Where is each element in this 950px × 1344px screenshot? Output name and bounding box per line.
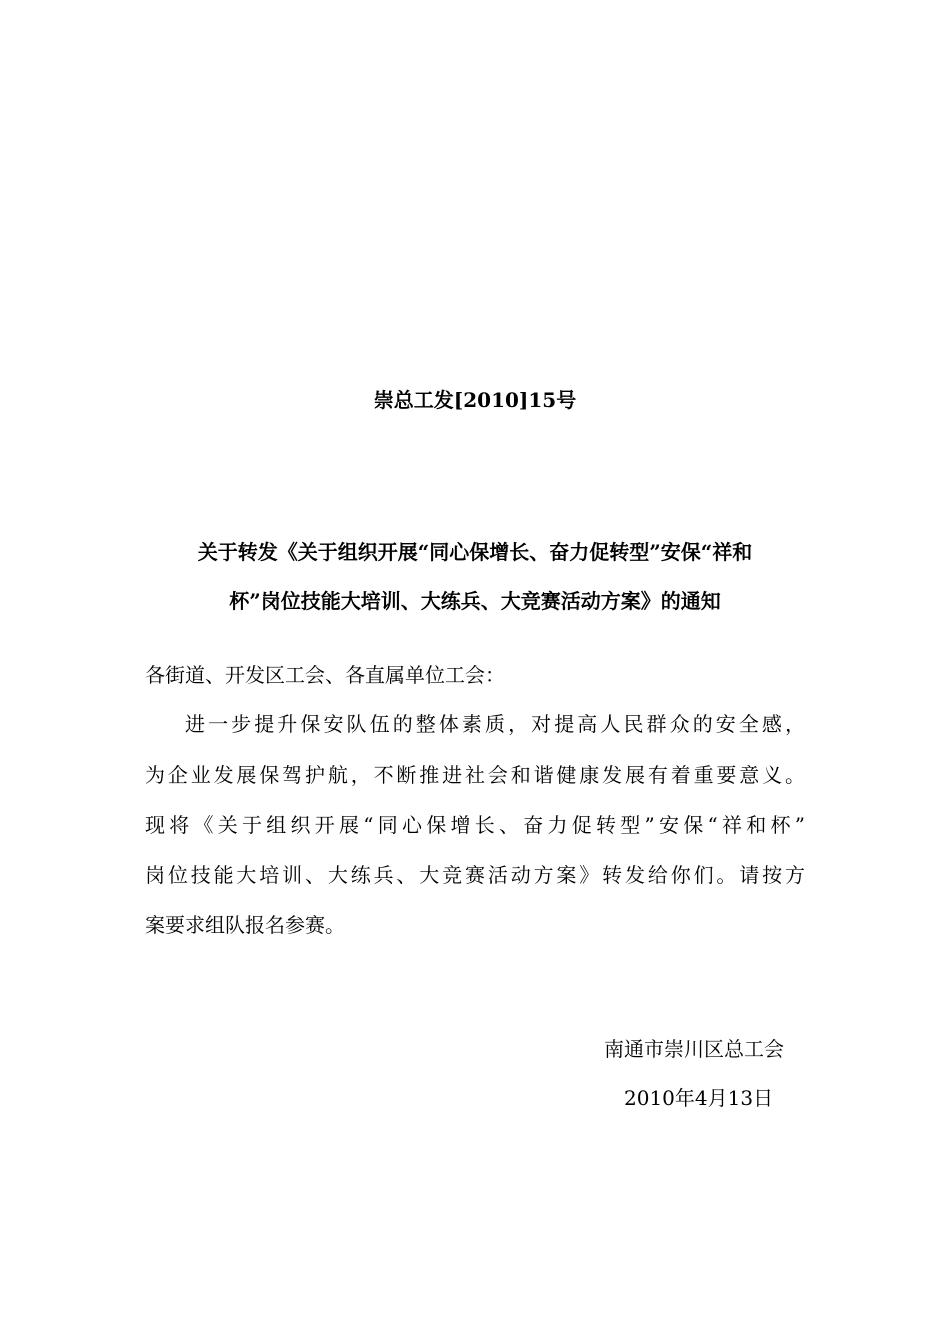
signature-organization: 南通市崇川区总工会 [604,1037,784,1061]
body-line-1: 进一步提升保安队伍的整体素质，对提高人民群众的安全感， [185,712,805,736]
title-line-1: 关于转发《关于组织开展“同心保增长、奋力促转型”安保“祥和 [197,540,753,564]
document-number: 崇总工发[2010]15号 [373,388,577,412]
body-line-3: 现将《关于组织开展“同心保增长、奋力促转型”安保“祥和杯” [145,813,805,837]
salutation: 各街道、开发区工会、各直属单位工会： [145,663,505,687]
body-line-4: 岗位技能大培训、大练兵、大竞赛活动方案》转发给你们。请按方 [145,863,805,887]
body-line-2: 为企业发展保驾护航，不断推进社会和谐健康发展有着重要意义。 [145,763,805,787]
body-line-5: 案要求组队报名参赛。 [145,913,345,937]
title-line-2: 杯”岗位技能大培训、大练兵、大竞赛活动方案》的通知 [229,589,721,613]
signature-date: 2010年4月13日 [624,1086,774,1110]
